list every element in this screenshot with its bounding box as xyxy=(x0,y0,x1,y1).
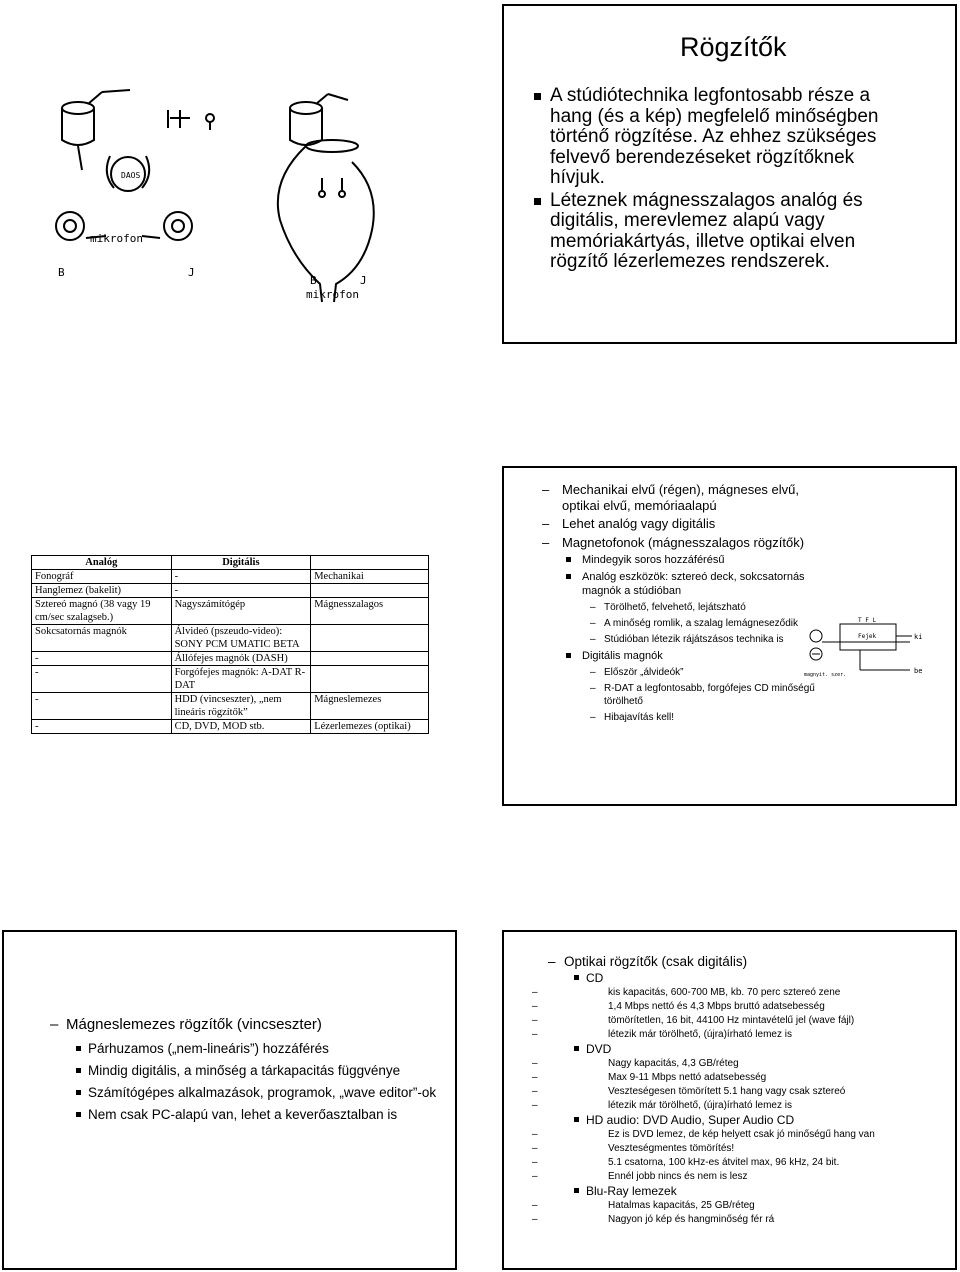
ki-label: ki xyxy=(914,633,923,641)
list-text: Optikai rögzítők (csak digitális) xyxy=(564,954,748,969)
bullet-item xyxy=(74,1062,444,1079)
list-item-l3 xyxy=(526,666,816,679)
list-text: Veszteségmentes tömörítés! xyxy=(608,1143,735,1154)
table-cell xyxy=(311,666,429,693)
j-label-right: J xyxy=(360,274,367,287)
list-text: Max 9-11 Mbps nettó adatsebesség xyxy=(608,1072,767,1083)
magnetic-label: magnyit. szer. xyxy=(804,672,847,678)
bullet-item xyxy=(532,191,912,273)
list-text: Törölhető, felvehető, lejátszható xyxy=(604,602,746,613)
list-text: HD audio: DVD Audio, Super Audio CD xyxy=(586,1113,795,1127)
list-text: Lehet analóg vagy digitális xyxy=(562,516,716,531)
list-item-l3 xyxy=(520,1128,950,1141)
list-text: Blu-Ray lemezek xyxy=(586,1184,677,1198)
table-cell: Forgófejes magnók: A-DAT R-DAT xyxy=(171,666,311,693)
bullet-text: Számítógépes alkalmazások, programok, „wave editor”-ok xyxy=(88,1085,437,1100)
table-cell: - xyxy=(32,652,172,666)
list-text: kis kapacitás, 600-700 MB, kb. 70 perc sztereó zene xyxy=(608,987,841,998)
table-cell: - xyxy=(171,584,311,598)
table-cell: Állófejes magnók (DASH) xyxy=(171,652,311,666)
list-item-l3 xyxy=(520,1099,950,1112)
slide-4 xyxy=(502,930,957,1270)
list-item-l3 xyxy=(520,1014,950,1027)
table-cell: Mágneslemezes xyxy=(311,693,429,720)
table-header-row xyxy=(32,556,429,570)
bullet-list xyxy=(74,1040,444,1123)
bullet-item xyxy=(74,1084,444,1101)
bullet-item xyxy=(532,86,912,189)
bullet-text: Léteznek mágnesszalagos analóg és digitális, merevlemez alapú vagy memóriakártyás, illetve optikai elven rögzítő lézerlemezes rendszerek. xyxy=(550,189,863,272)
table-header xyxy=(311,556,429,570)
list-text: Hibajavítás kell! xyxy=(604,712,675,723)
fejek-label: Fejek xyxy=(858,633,877,640)
bullet-text: Párhuzamos („nem-lineáris”) hozzáférés xyxy=(88,1041,329,1056)
table-cell: Sztereó magnó (38 vagy 19 cm/sec szalagseb.) xyxy=(32,598,172,625)
b-label-left: B xyxy=(58,266,65,279)
bullet-text: Nem csak PC-alapú van, lehet a keverőasztalban is xyxy=(88,1107,398,1122)
table-cell: - xyxy=(32,666,172,693)
table-cell: Nagyszámítógép xyxy=(171,598,311,625)
list-item-l3 xyxy=(520,1057,950,1070)
table-cell: - xyxy=(171,570,311,584)
head-label: DAOS xyxy=(121,171,141,180)
list-item-l3 xyxy=(520,1213,950,1226)
recorder-table xyxy=(31,555,429,734)
list-text: 1,4 Mbps nettó és 4,3 Mbps bruttó adatsebesség xyxy=(608,1001,825,1012)
list-item-l3 xyxy=(520,986,950,999)
list-text: Ennél jobb nincs és nem is lesz xyxy=(608,1171,748,1182)
nested-list xyxy=(520,954,950,1226)
microphone-drawing xyxy=(30,70,400,310)
microphone-diagram xyxy=(30,70,400,310)
list-item-l3 xyxy=(520,1000,950,1013)
slide-title: Rögzítők xyxy=(680,32,787,62)
list-text: Nagyon jó kép és hangminőség fér rá xyxy=(608,1214,775,1225)
list-item-l1 xyxy=(520,954,950,970)
table-cell: Mágnesszalagos xyxy=(311,598,429,625)
list-text: Mindegyik soros hozzáférésű xyxy=(582,554,725,566)
j-label-left: J xyxy=(188,266,195,279)
table-row xyxy=(32,598,429,625)
heading-text: Mágneslemezes rögzítők (vincseszter) xyxy=(66,1016,322,1033)
list-item-l3 xyxy=(526,601,816,614)
bullet-item xyxy=(74,1040,444,1057)
table-cell xyxy=(311,652,429,666)
list-text: létezik már törölhető, (újra)írható lemez is xyxy=(608,1100,792,1111)
slide-1 xyxy=(502,4,957,344)
b-label-right: B xyxy=(310,274,317,287)
list-text: A minőség romlik, a szalag lemágneseződik xyxy=(604,618,798,629)
table-row xyxy=(32,652,429,666)
table-cell: - xyxy=(32,720,172,734)
list-item-l2 xyxy=(526,570,816,598)
list-item-l1 xyxy=(526,482,816,513)
table-row xyxy=(32,625,429,652)
list-item-l3 xyxy=(520,1199,950,1212)
bullet-item xyxy=(74,1106,444,1123)
table-cell xyxy=(311,625,429,652)
list-text: Stúdióban létezik rájátszásos technika is xyxy=(604,634,784,645)
list-item-l3 xyxy=(520,1085,950,1098)
table-cell: Fonográf xyxy=(32,570,172,584)
mikrofon-label-left: mikrofon xyxy=(90,232,143,245)
table-row xyxy=(32,570,429,584)
list-text: Magnetofonok (mágnesszalagos rögzítők) xyxy=(562,534,805,550)
list-text: létezik már törölhető, (újra)írható lemez is xyxy=(608,1029,792,1040)
table-header: Analóg xyxy=(32,556,172,570)
table-cell: Hanglemez (bakelit) xyxy=(32,584,172,598)
list-item-l3 xyxy=(520,1071,950,1084)
list-text: Nagy kapacitás, 4,3 GB/réteg xyxy=(608,1058,739,1069)
list-text: Először „álvideók” xyxy=(604,667,684,678)
list-text: Veszteségesen tömörített 5.1 hang vagy csak sztereó xyxy=(608,1086,846,1097)
list-text: 5.1 csatorna, 100 kHz-es átvitel max, 96 kHz, 24 bit. xyxy=(608,1157,840,1168)
list-text: Analóg eszközök: sztereó deck, sokcsatornás magnók a stúdióban xyxy=(582,571,805,597)
list-item-l3 xyxy=(520,1156,950,1169)
table-cell: Lézerlemezes (optikai) xyxy=(311,720,429,734)
mikrofon-label-right: mikrofon xyxy=(306,288,359,301)
table-row xyxy=(32,666,429,693)
list-item-l3 xyxy=(526,633,816,646)
list-item-l3 xyxy=(520,1142,950,1155)
list-item-l3 xyxy=(520,1028,950,1041)
be-label: be xyxy=(914,667,923,675)
table-header: Digitális xyxy=(171,556,311,570)
list-text: Mechanikai elvű (régen), mágneses elvű, optikai elvű, memóriaalapú xyxy=(562,482,800,513)
bullet-list xyxy=(532,86,912,273)
list-item-l3 xyxy=(520,1170,950,1183)
list-text: DVD xyxy=(586,1042,612,1056)
table-cell: CD, DVD, MOD stb. xyxy=(171,720,311,734)
list-text: CD xyxy=(586,971,604,985)
tape-diagram xyxy=(800,616,940,686)
list-item-l2 xyxy=(520,1042,950,1056)
list-text: Hatalmas kapacitás, 25 GB/réteg xyxy=(608,1200,755,1211)
list-item-l1 xyxy=(526,516,816,532)
list-item-l2 xyxy=(520,1184,950,1198)
table-cell: Sokcsatornás magnók xyxy=(32,625,172,652)
slide-2 xyxy=(502,466,957,806)
recorder-table-wrap xyxy=(31,555,429,734)
slide-heading: – Mágneslemezes rögzítők (vincseszter) xyxy=(50,1016,322,1033)
list-text: tömörítetlen, 16 bit, 44100 Hz mintavételű jel (wave fájl) xyxy=(608,1015,855,1026)
table-row xyxy=(32,584,429,598)
tfl-label: T F L xyxy=(858,617,877,624)
nested-list xyxy=(526,482,816,724)
slide-3 xyxy=(2,930,457,1270)
list-item-l2 xyxy=(520,971,950,985)
list-item-l3 xyxy=(526,617,816,630)
table-cell: HDD (vincseszter), „nem lineáris rögzítők” xyxy=(171,693,311,720)
table-cell: Álvideó (pszeudo-video): SONY PCM UMATIC BETA xyxy=(171,625,311,652)
list-text: Digitális magnók xyxy=(582,650,663,662)
list-item-l3 xyxy=(526,711,816,724)
bullet-text: Mindig digitális, a minőség a tárkapacitás függvénye xyxy=(88,1063,401,1078)
list-item-l1 xyxy=(526,535,816,551)
list-item-l3 xyxy=(526,682,816,708)
list-text: R-DAT a legfontosabb, forgófejes CD minőségű törölhető xyxy=(604,683,815,707)
list-text: Ez is DVD lemez, de kép helyett csak jó minőségű hang van xyxy=(608,1129,875,1140)
table-cell xyxy=(311,584,429,598)
list-item-l2 xyxy=(520,1113,950,1127)
list-item-l2 xyxy=(526,553,816,567)
table-cell: Mechanikai xyxy=(311,570,429,584)
table-cell: - xyxy=(32,693,172,720)
bullet-text: A stúdiótechnika legfontosabb része a hang (és a kép) megfelelő minőségben történő rögzítése. Az ehhez szükséges felvevő berendezéseket rögzítőknek hívjuk. xyxy=(550,85,879,188)
list-item-l2 xyxy=(526,649,816,663)
table-row xyxy=(32,720,429,734)
table-row xyxy=(32,693,429,720)
